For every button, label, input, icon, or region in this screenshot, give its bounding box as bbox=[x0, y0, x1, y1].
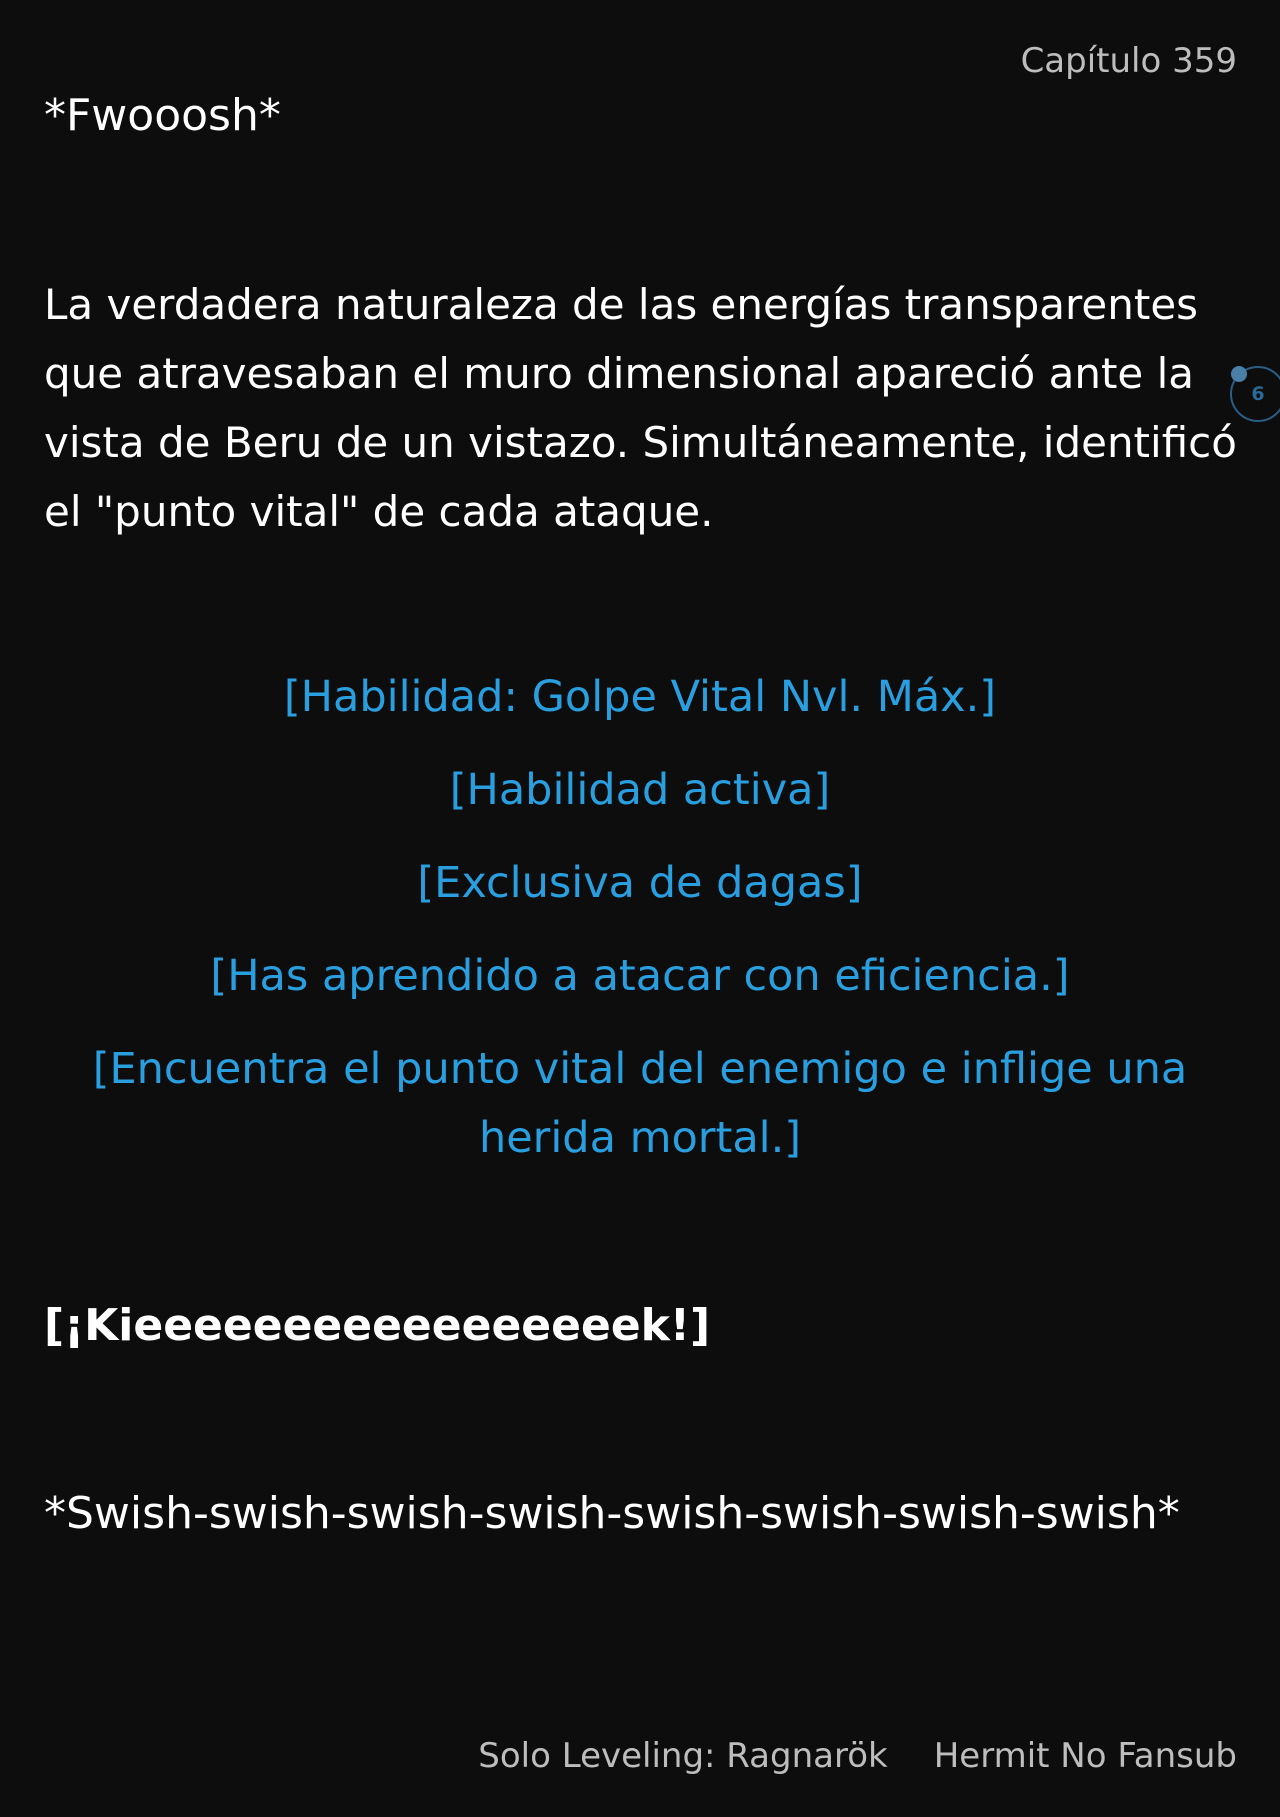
footer bbox=[478, 1736, 1237, 1776]
narration-paragraph: La verdadera naturaleza de las energías transparentes que atravesaban el muro dimensional apareció ante la vista de Beru de un vistazo. Simultáneamente, identificó el "punto vital" de cada ataque. bbox=[44, 280, 1237, 536]
system-message: [Encuentra el punto vital del enemigo e inflige una herida mortal.] bbox=[92, 1044, 1188, 1163]
system-message-block bbox=[40, 663, 1240, 1197]
page-indicator-number: 6 bbox=[1251, 383, 1265, 405]
system-message: [Habilidad activa] bbox=[449, 765, 831, 815]
system-message: [Habilidad: Golpe Vital Nvl. Máx.] bbox=[283, 672, 997, 722]
scream-dialogue: [¡Kieeeeeeeeeeeeeeeeek!] bbox=[44, 1300, 711, 1351]
system-message: [Exclusiva de dagas] bbox=[417, 858, 863, 908]
sound-effect-fwoosh: *Fwooosh* bbox=[44, 90, 281, 141]
sound-effect-swish: *Swish-swish-swish-swish-swish-swish-swish-swish* bbox=[44, 1488, 1180, 1539]
system-message: [Has aprendido a atacar con eficiencia.] bbox=[210, 951, 1070, 1001]
page-indicator-dot-icon bbox=[1231, 366, 1247, 382]
chapter-label: Capítulo 359 bbox=[1020, 41, 1237, 81]
footer-series-title: Solo Leveling: Ragnarök bbox=[478, 1736, 888, 1776]
footer-group-name: Hermit No Fansub bbox=[933, 1736, 1237, 1776]
